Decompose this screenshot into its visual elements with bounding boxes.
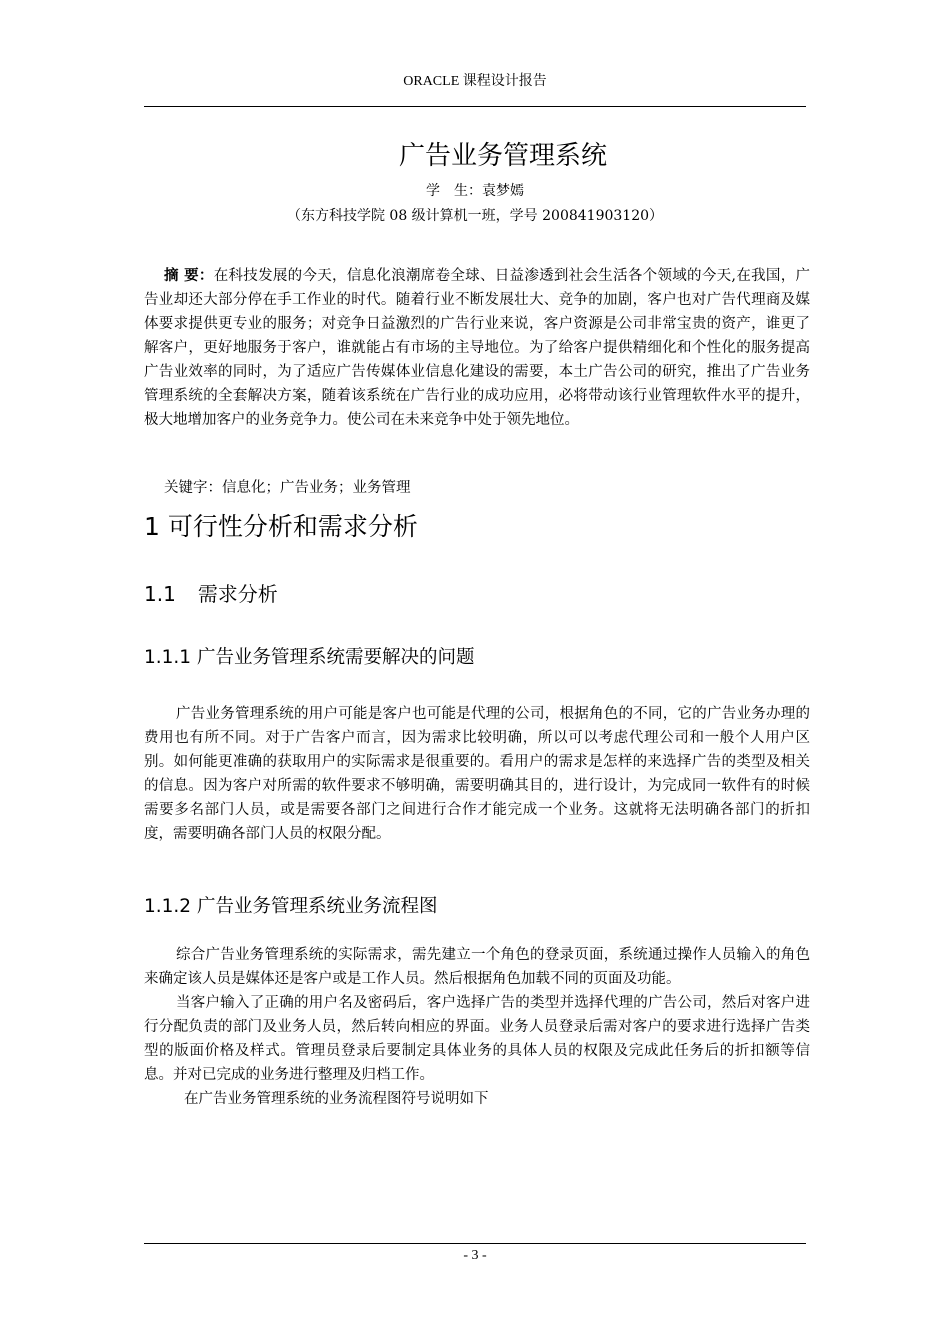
paragraph-block-1 [144, 702, 810, 846]
document-title: 广告业务管理系统 [398, 141, 607, 171]
affiliation-line: （东方科技学院 08 级计算机一班，学号 200841903120） [286, 208, 664, 224]
page-number: - 3 - [463, 1248, 487, 1263]
section-heading-1: 1 可行性分析和需求分析 [144, 512, 418, 541]
footer-rule [144, 1243, 806, 1244]
abstract-label: 摘 要： [164, 268, 214, 284]
keywords-text: 信息化；广告业务；业务管理 [222, 480, 411, 496]
keywords [164, 476, 411, 497]
paragraph: 在广告业务管理系统的业务流程图符号说明如下 [184, 1091, 489, 1107]
abstract [144, 264, 810, 432]
abstract-text: 在科技发展的今天，信息化浪潮席卷全球、日益渗透到社会生活各个领域的今天,在我国，广告业却还大部分停在手工作业的时代。随着行业不断发展壮大、竞争的加剧，客户也对广告代理商及媒体要求提供更专业的服务；对竞争日益激烈的广告行业来说，客户资源是公司非常宝贵的资产，谁更了解客户，更好地服务于客户，谁就能占有市场的主导地位。为了给客户提供精细化和个性化的服务提高广告业效率的同时，为了适应广告传媒体业信息化建设的需要，本土广告公司的研究，推出了广告业务管理系统的全套解决方案，随着该系统在广告行业的成功应用，必将带动该行业管理软件水平的提升，极大地增加客户的业务竞争力。使公司在未来竞争中处于领先地位。 [144, 268, 810, 428]
section-heading-1-1-2: 1.1.2 广告业务管理系统业务流程图 [144, 896, 438, 917]
paragraph: 综合广告业务管理系统的实际需求，需先建立一个角色的登录页面，系统通过操作人员输入的角色来确定该人员是媒体还是客户或是工作人员。然后根据角色加载不同的页面及功能。 [144, 947, 810, 987]
paragraph: 当客户输入了正确的用户名及密码后，客户选择广告的类型并选择代理的广告公司，然后对客户进行分配负责的部门及业务人员，然后转向相应的界面。业务人员登录后需对客户的要求进行选择广告类型的版面价格及样式。管理员登录后要制定具体业务的具体人员的权限及完成此任务后的折扣额等信息。并对已完成的业务进行整理及归档工作。 [144, 995, 810, 1083]
paragraph: 广告业务管理系统的用户可能是客户也可能是代理的公司，根据角色的不同，它的广告业务办理的费用也有所不同。对于广告客户而言，因为需求比较明确，所以可以考虑代理公司和一般个人用户区别。如何能更准确的获取用户的实际需求是很重要的。看用户的需求是怎样的来选择广告的类型及相关的信息。因为客户对所需的软件要求不够明确，需要明确其目的，进行设计，为完成同一软件有的时候需要多名部门人员，或是需要各部门之间进行合作才能完成一个业务。这就将无法明确各部门的折扣度，需要明确各部门人员的权限分配。 [144, 706, 810, 842]
section-heading-1-1-1: 1.1.1 广告业务管理系统需要解决的问题 [144, 647, 475, 668]
running-header: ORACLE 课程设计报告 [403, 74, 547, 89]
keywords-label: 关键字： [164, 480, 222, 496]
section-heading-1-1 [144, 578, 278, 607]
section-title: 需求分析 [197, 582, 278, 606]
section-number: 1.1 [144, 582, 176, 606]
header-rule [144, 106, 806, 107]
author-line: 学 生：袁梦嫣 [426, 183, 524, 199]
paragraph-block-2 [144, 943, 810, 1111]
